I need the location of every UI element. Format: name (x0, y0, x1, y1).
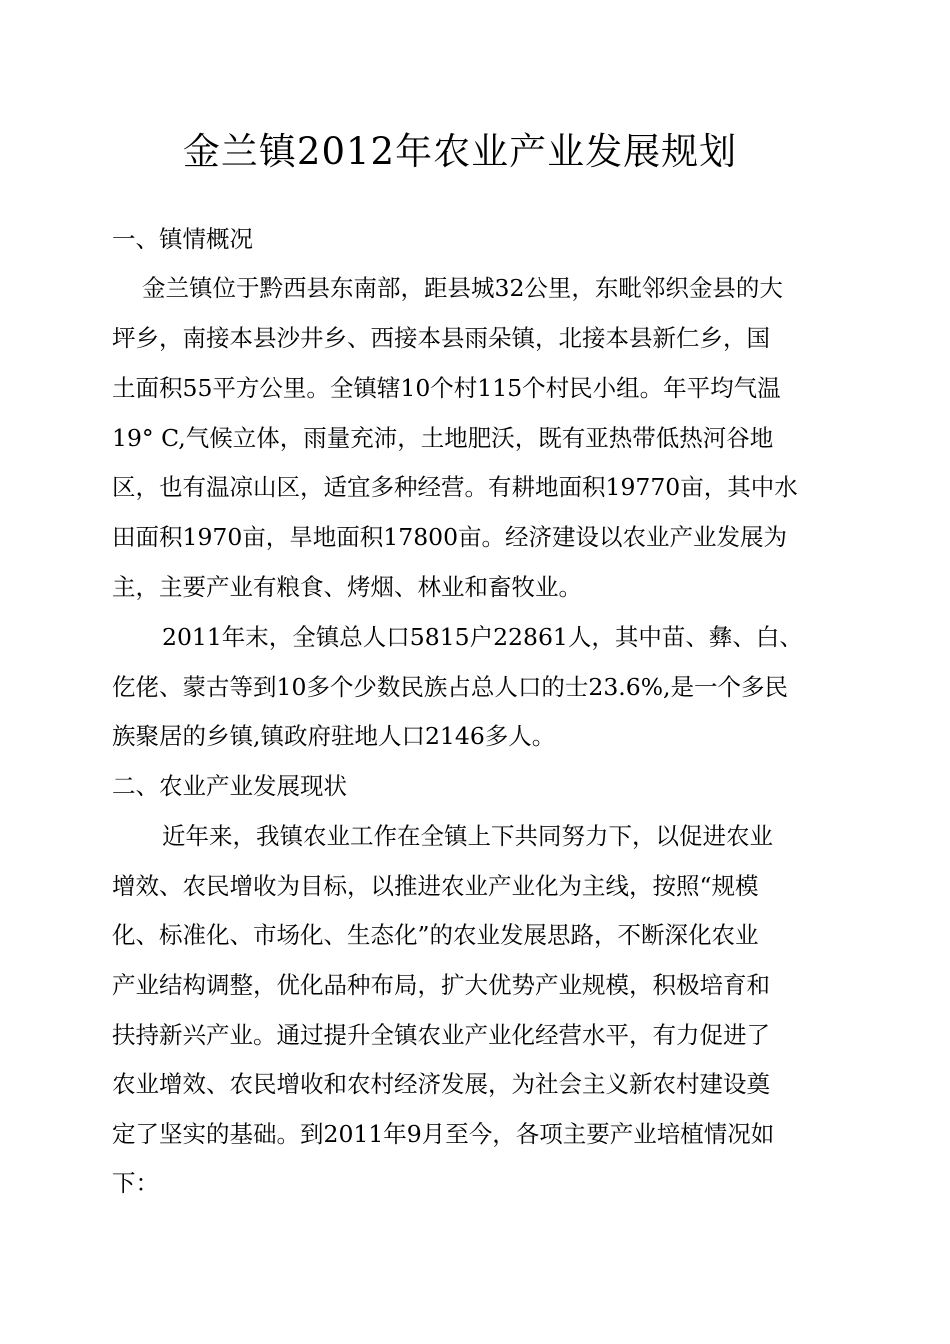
section1-para2-line2: 仡佬、蒙古等到10多个少数民族占总人口的士23.6%,是一个多民 (112, 673, 789, 701)
section2-para1-line4: 产业结构调整，优化品种布局，扩大优势产业规模，积极培育和 (112, 971, 770, 999)
section1-para2-line3: 族聚居的乡镇,镇政府驻地人口2146多人。 (112, 722, 556, 750)
section2-para1-line6: 农业增效、农民增收和农村经济发展，为社会主义新农村建设奠 (112, 1070, 770, 1098)
section1-para1-line2: 坪乡，南接本县沙井乡、西接本县雨朵镇，北接本县新仁乡，国 (112, 324, 770, 352)
section2-para1-line3: 化、标准化、市场化、生态化”的农业发展思路，不断深化农业 (112, 921, 759, 949)
section1-para1-line6: 田面积1970亩，旱地面积17800亩。经济建设以农业产业发展为 (112, 523, 788, 551)
section2-para1-line2: 增效、农民增收为目标，以推进农业产业化为主线，按照“规模 (112, 872, 759, 900)
section1-para2-line1: 2011年末，全镇总人口5815户22861人，其中苗、彝、白、 (162, 623, 803, 651)
section2-para1-line1: 近年来，我镇农业工作在全镇上下共同努力下，以促进农业 (162, 822, 773, 850)
document-title: 金兰镇2012年农业产业发展规划 (182, 130, 738, 173)
section2-para1-line7: 定了坚实的基础。到2011年9月至今，各项主要产业培植情况如 (112, 1120, 775, 1148)
section1-heading: 一、镇情概况 (112, 225, 253, 253)
section2-para1-line5: 扶持新兴产业。通过提升全镇农业产业化经营水平，有力促进了 (112, 1021, 770, 1049)
section1-para1-line3: 土面积55平方公里。全镇辖10个村115个村民小组。年平均气温 (112, 374, 781, 402)
section1-para1-line7: 主，主要产业有粮食、烤烟、林业和畜牧业。 (112, 573, 582, 601)
section2-para1-line8: 下： (112, 1169, 159, 1197)
section1-para1-line1: 金兰镇位于黔西县东南部，距县城32公里，东毗邻织金县的大 (142, 274, 783, 302)
section1-para1-line4: 19° C,气候立体，雨量充沛，土地肥沃，既有亚热带低热河谷地 (112, 424, 774, 452)
section2-heading: 二、农业产业发展现状 (112, 772, 347, 800)
section1-para1-line5: 区，也有温凉山区，适宜多种经营。有耕地面积19770亩，其中水 (112, 473, 798, 501)
